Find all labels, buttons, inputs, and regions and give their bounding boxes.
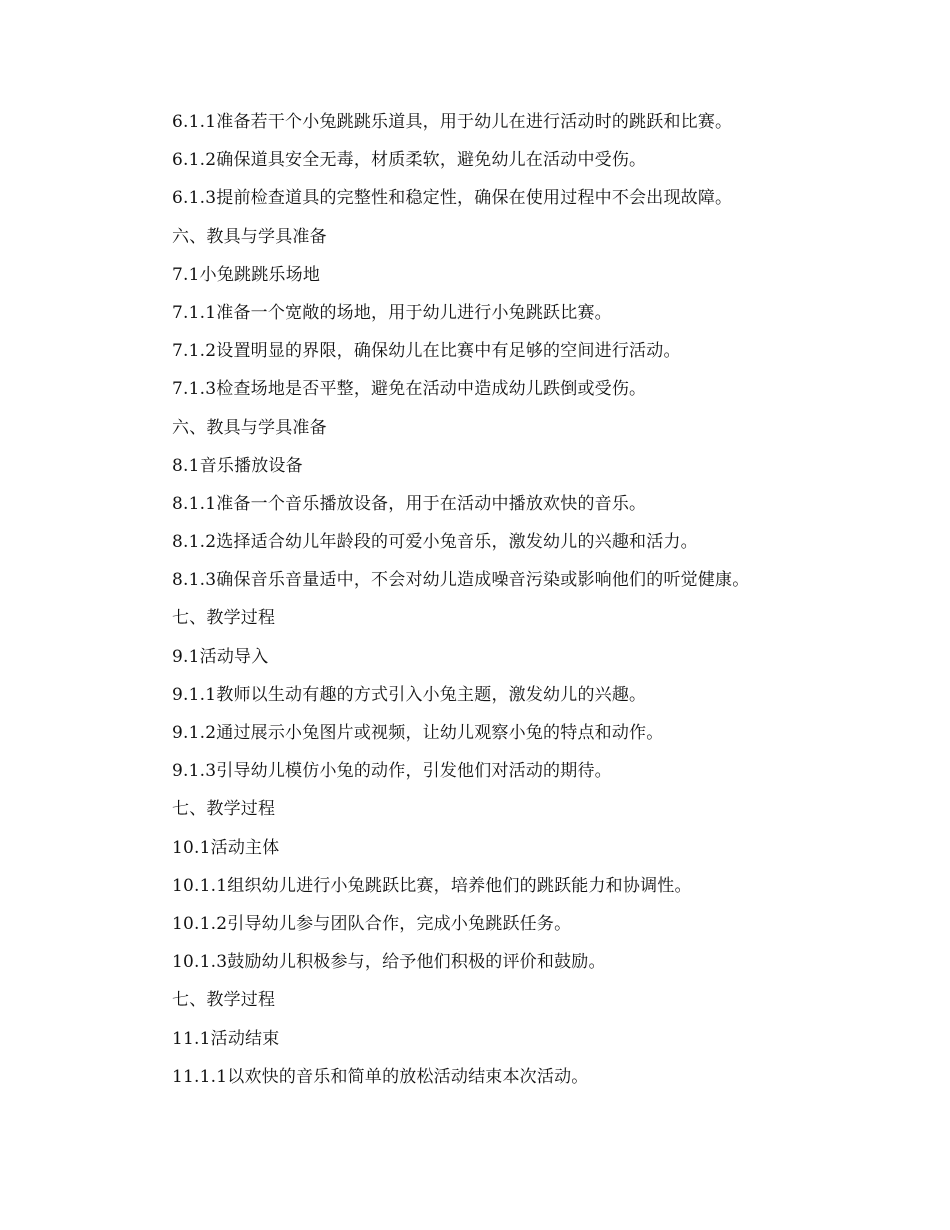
item-6-1-1: 6.1.1准备若干个小兔跳跳乐道具，用于幼儿在进行活动时的跳跃和比赛。 [172, 112, 733, 132]
subsection-7-1: 7.1小兔跳跳乐场地 [172, 264, 321, 285]
item-7-1-2: 7.1.2设置明显的界限，确保幼儿在比赛中有足够的空间进行活动。 [172, 341, 681, 362]
section-heading: 七、教学过程 [172, 608, 276, 629]
item-8-1-1: 8.1.1准备一个音乐播放设备，用于在活动中播放欢快的音乐。 [172, 493, 647, 514]
subsection-8-1: 8.1音乐播放设备 [172, 455, 303, 476]
item-7-1-1: 7.1.1准备一个宽敞的场地，用于幼儿进行小兔跳跃比赛。 [172, 302, 612, 323]
subsection-9-1: 9.1活动导入 [172, 646, 269, 667]
document-body [172, 108, 912, 1101]
item-9-1-2: 9.1.2通过展示小兔图片或视频，让幼儿观察小兔的特点和动作。 [172, 723, 664, 743]
subsection-11-1: 11.1活动结束 [172, 1028, 280, 1049]
item-8-1-3: 8.1.3确保音乐音量适中，不会对幼儿造成噪音污染或影响他们的听觉健康。 [172, 570, 750, 591]
section-heading: 六、教具与学具准备 [172, 226, 327, 247]
item-9-1-3: 9.1.3引导幼儿模仿小兔的动作，引发他们对活动的期待。 [172, 761, 612, 782]
item-11-1-1: 11.1.1以欢快的音乐和简单的放松活动结束本次活动。 [172, 1066, 589, 1087]
item-10-1-1: 10.1.1组织幼儿进行小兔跳跃比赛，培养他们的跳跃能力和协调性。 [172, 875, 692, 896]
item-8-1-2: 8.1.2选择适合幼儿年龄段的可爱小兔音乐，激发幼儿的兴趣和活力。 [172, 532, 698, 553]
item-9-1-1: 9.1.1教师以生动有趣的方式引入小兔主题，激发幼儿的兴趣。 [172, 684, 647, 705]
section-heading: 七、教学过程 [172, 990, 276, 1011]
item-10-1-2: 10.1.2引导幼儿参与团队合作，完成小兔跳跃任务。 [172, 913, 572, 934]
subsection-10-1: 10.1活动主体 [172, 837, 280, 858]
section-heading: 六、教具与学具准备 [172, 417, 327, 438]
item-6-1-3: 6.1.3提前检查道具的完整性和稳定性，确保在使用过程中不会出现故障。 [172, 188, 733, 209]
item-10-1-3: 10.1.3鼓励幼儿积极参与，给予他们积极的评价和鼓励。 [172, 952, 606, 973]
section-heading: 七、教学过程 [172, 799, 276, 820]
item-6-1-2: 6.1.2确保道具安全无毒，材质柔软，避免幼儿在活动中受伤。 [172, 150, 647, 171]
item-7-1-3: 7.1.3检查场地是否平整，避免在活动中造成幼儿跌倒或受伤。 [172, 379, 647, 400]
